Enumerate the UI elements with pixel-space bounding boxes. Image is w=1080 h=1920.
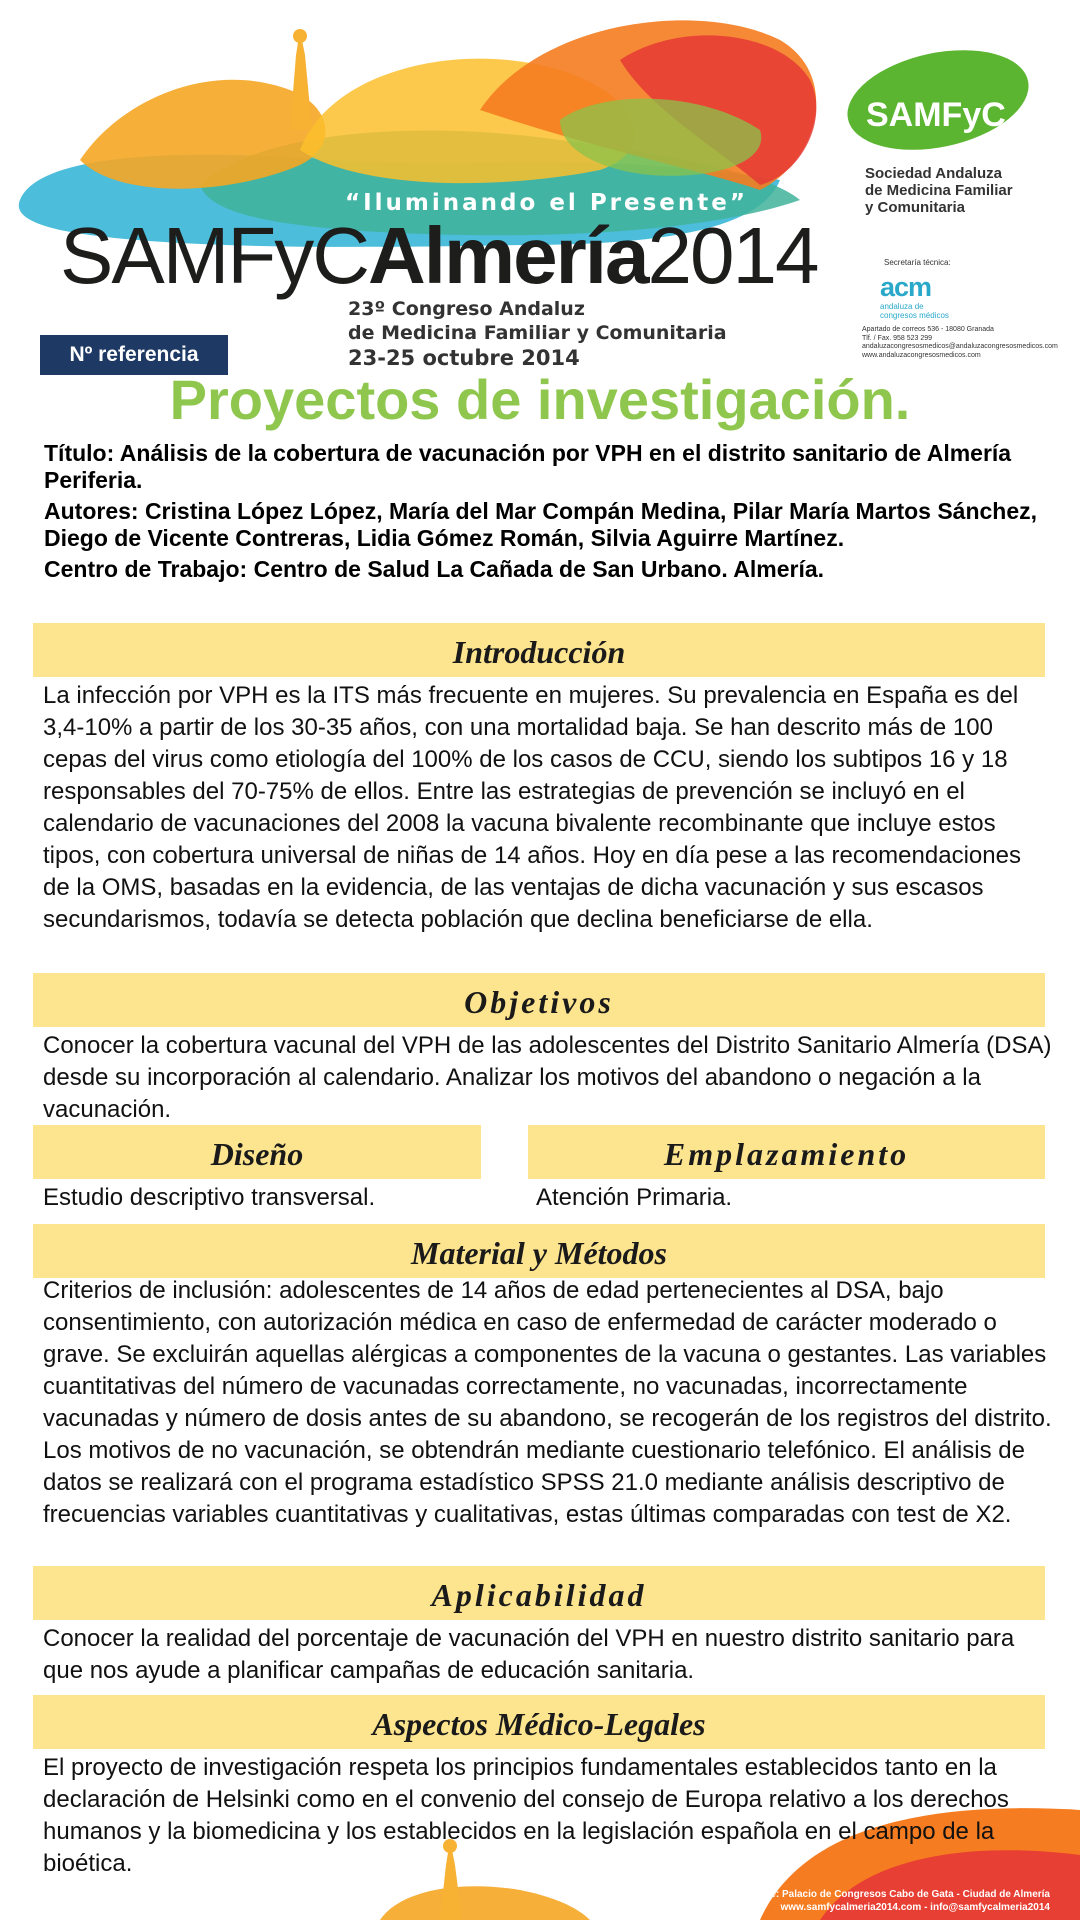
section-text-introduccion: La infección por VPH es la ITS más frecuente en mujeres. Su prevalencia en España es del 3,4-10% a partir de los 30-35 años, con una mortalidad baja. Se han descrito más de 100 cepas del virus como etiología del 100% de los casos de CCU, siendo los subtipos 16 y 18 responsables del 70-75% de ellos. Entre las estrategias de prevención se incluyó en el calendario de vacunaciones del 2008 la vacuna bivalente recombinante que incluye estos tipos, con cobertura universal de niñas de 14 años. Hoy en día pese a las recomendaciones de la OMS, basadas en la evidencia, de las ventajas de dicha vacunación y sus escasos secundarismos, todavía se detecta población que declina beneficiarse de ella. bbox=[43, 682, 1021, 933]
section-heading-aspectos: Aspectos Médico-Legales bbox=[33, 1695, 1045, 1749]
secretaria-label: Secretaría técnica: bbox=[884, 258, 951, 267]
section-heading-material: Material y Métodos bbox=[33, 1224, 1045, 1278]
section-heading-objetivos: Objetivos bbox=[33, 973, 1045, 1027]
section-heading-diseno: Diseño bbox=[33, 1125, 481, 1179]
section-heading-introduccion: Introducción bbox=[33, 623, 1045, 677]
reference-badge: Nº referencia bbox=[40, 335, 228, 375]
congress-line-2: de Medicina Familiar y Comunitaria bbox=[348, 322, 727, 344]
congress-line-1: 23º Congreso Andaluz bbox=[348, 298, 585, 320]
event-title-part2: Almería bbox=[368, 211, 648, 300]
project-title: Título: Análisis de la cobertura de vacunación por VPH en el distrito sanitario de Almería Periferia. bbox=[44, 440, 1012, 493]
section-text-objetivos: Conocer la cobertura vacunal del VPH de las adolescentes del Distrito Sanitario Almería (DSA) desde su incorporación al calendario. Analizar los motivos del abandono o negación a la vacunación. bbox=[43, 1032, 1052, 1123]
acm-logo-subtitle: andaluza de congresos médicos bbox=[880, 302, 949, 320]
secretaria-contact: Apartado de correos 536 - 18080 Granada Tlf. / Fax. 958 523 299 andaluzacongresosmedicos@andaluzacongresosmedicos.com www.andaluzacongresosmedicos.com bbox=[862, 326, 1058, 359]
congress-dates: 23-25 octubre 2014 bbox=[348, 346, 580, 370]
section-heading-aplicabilidad: Aplicabilidad bbox=[33, 1566, 1045, 1620]
event-slogan: “Iluminando el Presente” bbox=[345, 190, 748, 216]
project-workplace: Centro de Trabajo: Centro de Salud La Cañada de San Urbano. Almería. bbox=[44, 556, 825, 582]
event-title-part1: SAMFyC bbox=[60, 211, 368, 300]
section-text-material: Criterios de inclusión: adolescentes de 14 años de edad pertenecientes al DSA, bajo consentimiento, con autorización médica en caso de enfermedad de carácter moderado o grave. Se excluirán aquellas alérgicas a componentes de la vacuna o gestantes. Las variables cuantitativas del número de vacunadas correctamente, no vacunadas, incorrectamente vacunadas y número de dosis antes de su abandono, se recogerán de los registros del distrito. Los motivos de no vacunación, se obtendrán mediante cuestionario telefónico. El análisis de datos se realizará con el programa estadístico SPSS 21.0 mediante análisis descriptivo de frecuencias variables cuantitativas y cualitativas, estas últimas comparadas con test de X2. bbox=[43, 1277, 1052, 1528]
project-info bbox=[44, 440, 1074, 587]
samfyc-name: Sociedad Andaluza de Medicina Familiar y Comunitaria bbox=[865, 165, 1013, 216]
footer-venue: Sede: Palacio de Congresos Cabo de Gata - Ciudad de Almería www.samfycalmeria2014.com - info@samfycalmeria2014 bbox=[751, 1889, 1050, 1913]
section-heading-emplazamiento: Emplazamiento bbox=[528, 1125, 1045, 1179]
section-text-diseno: Estudio descriptivo transversal. bbox=[43, 1184, 376, 1211]
section-text-emplazamiento: Atención Primaria. bbox=[536, 1184, 733, 1211]
section-text-aplicabilidad: Conocer la realidad del porcentaje de vacunación del VPH en nuestro distrito sanitario para que nos ayude a planificar campañas de educación sanitaria. bbox=[43, 1625, 1015, 1684]
svg-text:SAMFyC: SAMFyC bbox=[866, 96, 1006, 134]
acm-logo: acm bbox=[880, 272, 932, 302]
section-text-aspectos: El proyecto de investigación respeta los principios fundamentales establecidos tanto en la declaración de Helsinki como en el convenio del consejo de Europa relativo a los derechos humanos y la biomedicina y los establecidos en la legislación española en el campo de la bioética. bbox=[43, 1754, 1009, 1877]
event-title-part3: 2014 bbox=[647, 211, 818, 300]
project-authors: Autores: Cristina López López, María del Mar Compán Medina, Pilar María Martos Sánchez, Diego de Vicente Contreras, Lidia Gómez Román, Silvia Aguirre Martínez. bbox=[44, 498, 1038, 551]
page-title: Proyectos de investigación. bbox=[169, 368, 911, 431]
event-title bbox=[60, 210, 817, 302]
